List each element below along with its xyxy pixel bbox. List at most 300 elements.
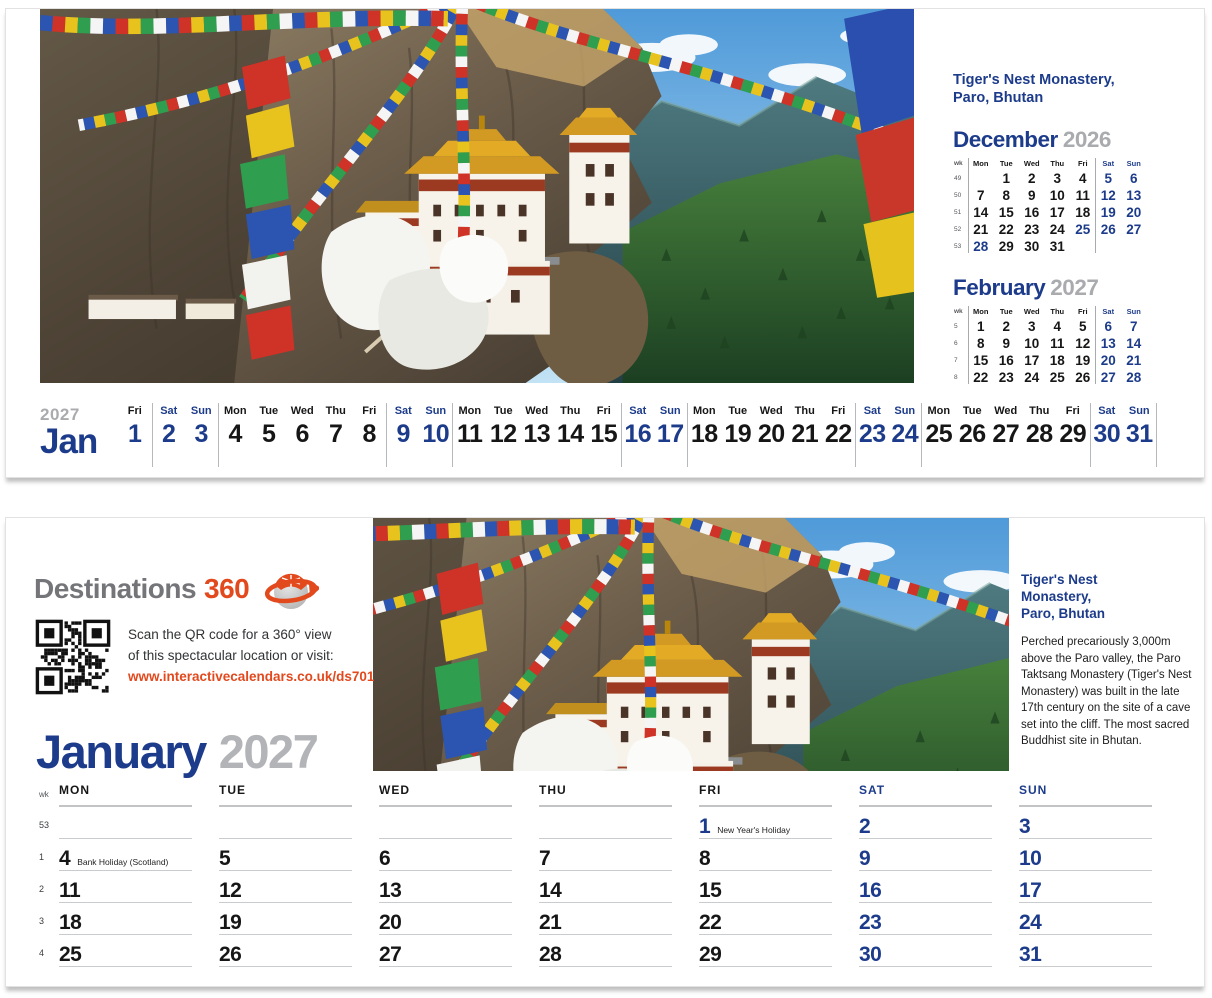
- mini-day-cell: 18: [1075, 205, 1091, 221]
- grid-day-col: [219, 871, 379, 903]
- mini-day-cell: 15: [998, 205, 1014, 221]
- mini-grid-separator: [1095, 158, 1096, 253]
- grid-day-header: SAT: [859, 783, 992, 807]
- strip-day-31: [1123, 403, 1157, 467]
- mini-day-cell: 26: [1100, 222, 1116, 238]
- grid-day-number: 15: [699, 879, 722, 902]
- strip-weekday-label: Sat: [160, 405, 178, 417]
- mini-day-cell: 13: [1100, 336, 1116, 352]
- grid-day-number: 8: [699, 847, 711, 870]
- grid-day-col: [539, 935, 699, 967]
- grid-day-header: THU: [539, 783, 672, 807]
- grid-day-cell: [379, 903, 512, 935]
- grid-day-number: 31: [1019, 943, 1042, 966]
- mini-day-cell: 26: [1075, 370, 1091, 386]
- grid-day-col: [379, 935, 539, 967]
- strip-day-20: [755, 403, 789, 467]
- brand-number: 360: [204, 573, 250, 604]
- strip-day-5: [252, 403, 286, 467]
- mini-day-cell: 4: [1053, 319, 1061, 335]
- strip-weekday-label: Mon: [927, 405, 951, 417]
- grid-day-col: [59, 935, 219, 967]
- mini-week-number: 5: [954, 323, 958, 331]
- grid-day-number: 20: [379, 911, 402, 934]
- globe-360-icon: [263, 566, 319, 612]
- grid-day-number: 27: [379, 943, 402, 966]
- mini-calendar-grid: [953, 305, 1158, 386]
- strip-weekday-label: Sat: [1098, 405, 1116, 417]
- mini-day-cell: 20: [1126, 205, 1142, 221]
- grid-day-number: 1: [699, 815, 711, 838]
- mini-week-number: 49: [954, 175, 962, 183]
- grid-day-cell: [859, 871, 992, 903]
- mini-day-cell: [968, 170, 994, 187]
- grid-day-cell: [219, 807, 352, 839]
- strip-day-number: 6: [295, 420, 309, 448]
- monastery-photo: [40, 9, 914, 383]
- grid-day-number: 12: [219, 879, 242, 902]
- mini-day-cell: 11: [1050, 336, 1065, 352]
- mini-day-header: Mon: [973, 159, 989, 169]
- mini-calendar-december: [953, 127, 1158, 255]
- strip-weekday-label: Tue: [728, 405, 748, 417]
- grid-header-col: [699, 783, 859, 807]
- grid-day-number: 14: [539, 879, 562, 902]
- qr-caption: [128, 618, 374, 696]
- mini-day-cell: 7: [1129, 319, 1138, 335]
- location-title-bottom: [1021, 571, 1199, 622]
- strip-day-12: [487, 403, 521, 467]
- qr-caption-line2: of this spectacular location or visit:: [128, 648, 334, 663]
- grid-day-header: SUN: [1019, 783, 1152, 807]
- mini-week-number: 7: [954, 357, 958, 365]
- grid-day-cell: [539, 807, 672, 839]
- grid-day-col: [379, 839, 539, 871]
- grid-day-cell: [219, 903, 352, 935]
- mini-day-cell: 22: [973, 370, 989, 386]
- strip-day-6: [286, 403, 320, 467]
- strip-day-number: 4: [228, 420, 242, 448]
- strip-weekday-label: Sun: [425, 405, 447, 417]
- grid-day-cell: [859, 903, 992, 935]
- mini-day-cell: 3: [1027, 319, 1036, 335]
- grid-day-cell: [539, 839, 672, 871]
- grid-day-col: [699, 871, 859, 903]
- grid-day-cell: [219, 871, 352, 903]
- mini-week-number: 8: [954, 374, 958, 382]
- strip-day-number: 27: [992, 420, 1020, 448]
- strip-weekday-label: Sun: [1128, 405, 1150, 417]
- grid-day-cell: [379, 839, 512, 871]
- strip-day-number: 9: [396, 420, 410, 448]
- mini-day-cell: 1: [976, 319, 985, 335]
- grid-day-col: [59, 807, 219, 839]
- website-url[interactable]: www.interactivecalendars.co.uk/ds701: [128, 669, 375, 684]
- mini-day-cell: 30: [1024, 239, 1040, 255]
- grid-day-col: [539, 903, 699, 935]
- mini-day-header: Mon: [973, 307, 989, 317]
- strip-weekday-label: Thu: [794, 405, 815, 417]
- mini-day-cell: 20: [1100, 353, 1116, 369]
- grid-day-cell: [699, 935, 832, 967]
- grid-day-cell: [59, 903, 192, 935]
- mini-day-cell: 2: [1027, 171, 1036, 187]
- mini-day-cell: 12: [1100, 188, 1116, 204]
- mini-day-cell: 2: [1002, 319, 1010, 335]
- qr-code[interactable]: [34, 618, 112, 696]
- strip-day-7: [319, 403, 353, 467]
- grid-day-col: [859, 807, 1019, 839]
- top-right-column: [953, 71, 1158, 386]
- grid-day-cell: [1019, 871, 1152, 903]
- strip-day-23: [855, 403, 889, 467]
- strip-day-3: [185, 403, 219, 467]
- strip-day-15: [587, 403, 621, 467]
- strip-days: [118, 403, 1157, 467]
- mini-week-number: 53: [954, 243, 962, 251]
- grid-day-col: [379, 903, 539, 935]
- mini-day-cell: 13: [1126, 188, 1142, 204]
- strip-day-10: [420, 403, 454, 467]
- grid-day-cell: [379, 935, 512, 967]
- grid-day-col: [1019, 871, 1179, 903]
- strip-day-1: [118, 403, 152, 467]
- mini-day-cell: 27: [1126, 222, 1142, 238]
- strip-weekday-label: Fri: [127, 405, 142, 417]
- grid-week-row: [39, 839, 1185, 871]
- strip-weekday-label: Fri: [362, 405, 377, 417]
- mini-day-cell: [1096, 238, 1122, 255]
- mini-day-cell: 1: [1002, 171, 1010, 187]
- january-date-strip: [40, 403, 1157, 467]
- strip-day-number: 26: [958, 420, 986, 448]
- grid-day-note: Bank Holiday (Scotland): [77, 857, 169, 867]
- grid-day-cell: [59, 839, 192, 871]
- strip-day-number: 11: [457, 420, 483, 448]
- grid-day-col: [219, 807, 379, 839]
- grid-day-cell: [859, 807, 992, 839]
- grid-day-cell: [1019, 807, 1152, 839]
- grid-day-cell: [59, 871, 192, 903]
- grid-day-header: TUE: [219, 783, 352, 807]
- grid-day-col: [219, 839, 379, 871]
- mini-day-cell: [1070, 238, 1096, 255]
- mini-week-number: 50: [954, 192, 962, 200]
- mini-day-cell: 25: [1075, 222, 1091, 238]
- mini-day-cell: 5: [1104, 171, 1112, 187]
- strip-weekday-label: Thu: [1029, 405, 1050, 417]
- mini-day-cell: 8: [1002, 188, 1010, 204]
- grid-day-col: [1019, 839, 1179, 871]
- strip-day-number: 28: [1025, 420, 1053, 448]
- mini-day-header: wk: [954, 160, 963, 168]
- strip-day-number: 19: [724, 420, 752, 448]
- mini-day-cell: 6: [1129, 171, 1138, 187]
- mini-day-cell: 11: [1075, 188, 1090, 204]
- strip-day-number: 23: [858, 420, 886, 448]
- grid-week-row: [39, 935, 1185, 967]
- grid-day-number: 18: [59, 911, 82, 934]
- grid-day-number: 7: [539, 847, 551, 870]
- calendar-top-page: [5, 8, 1205, 478]
- mini-day-cell: [1121, 238, 1147, 255]
- strip-weekday-label: Wed: [290, 405, 314, 417]
- grid-day-number: 19: [219, 911, 242, 934]
- mini-calendar-year: 2026: [1062, 127, 1111, 153]
- mini-day-header: Fri: [1077, 159, 1088, 169]
- grid-day-note: New Year's Holiday: [717, 825, 791, 835]
- grid-day-cell: [379, 871, 512, 903]
- grid-header-col: [1019, 783, 1179, 807]
- grid-day-cell: [539, 903, 672, 935]
- strip-day-21: [788, 403, 822, 467]
- strip-day-number: 14: [556, 420, 584, 448]
- grid-day-cell: [699, 871, 832, 903]
- grid-day-number: 22: [699, 911, 722, 934]
- grid-header-col: [59, 783, 219, 807]
- grid-day-cell: [59, 807, 192, 839]
- strip-weekday-label: Wed: [994, 405, 1018, 417]
- bottom-right-column: [1021, 571, 1199, 750]
- grid-day-number: 11: [59, 879, 81, 902]
- mini-calendar-year: 2027: [1050, 275, 1099, 301]
- grid-day-number: 16: [859, 879, 882, 902]
- strip-day-number: 7: [329, 420, 343, 448]
- mini-calendar-title: [953, 127, 1158, 153]
- strip-month: Jan: [40, 422, 98, 461]
- strip-day-19: [721, 403, 755, 467]
- mini-day-header: Sat: [1102, 159, 1115, 169]
- mini-day-header: Wed: [1023, 307, 1040, 317]
- grid-day-header: FRI: [699, 783, 832, 807]
- grid-day-cell: [1019, 935, 1152, 967]
- strip-day-number: 21: [791, 420, 819, 448]
- grid-day-col: [1019, 903, 1179, 935]
- grid-day-number: 9: [859, 847, 871, 870]
- strip-weekday-label: Mon: [223, 405, 247, 417]
- grid-week-row: [39, 903, 1185, 935]
- strip-weekday-label: Tue: [962, 405, 982, 417]
- month-grid: [39, 783, 1185, 967]
- mini-day-cell: 9: [1002, 336, 1010, 352]
- grid-week-number: 4: [39, 948, 45, 958]
- grid-day-col: [699, 903, 859, 935]
- mini-day-cell: 21: [1126, 353, 1142, 369]
- mini-calendar-month: December: [953, 127, 1058, 153]
- mini-calendar-title: [953, 275, 1158, 301]
- grid-day-col: [1019, 935, 1179, 967]
- grid-day-number: 3: [1019, 815, 1031, 838]
- mini-day-cell: 24: [1024, 370, 1040, 386]
- strip-day-number: 5: [262, 420, 276, 448]
- grid-day-col: [379, 871, 539, 903]
- strip-day-30: [1090, 403, 1124, 467]
- grid-day-cell: [699, 903, 832, 935]
- grid-day-number: 17: [1019, 879, 1042, 902]
- strip-year: 2027: [40, 405, 80, 424]
- grid-day-col: [699, 935, 859, 967]
- strip-day-18: [688, 403, 722, 467]
- grid-day-col: [379, 807, 539, 839]
- strip-day-27: [989, 403, 1023, 467]
- strip-weekday-label: Sun: [190, 405, 212, 417]
- mini-week-number: 6: [954, 340, 958, 348]
- mini-day-cell: 23: [1024, 222, 1040, 238]
- strip-day-number: 13: [523, 420, 551, 448]
- mini-day-header: Tue: [999, 307, 1013, 317]
- strip-weekday-label: Fri: [1065, 405, 1080, 417]
- grid-day-number: 21: [539, 911, 562, 934]
- strip-day-number: 24: [891, 420, 919, 448]
- strip-day-number: 15: [590, 420, 618, 448]
- mini-day-cell: 7: [976, 188, 985, 204]
- grid-day-number: 26: [219, 943, 242, 966]
- grid-header-col: [539, 783, 699, 807]
- grid-day-col: [859, 871, 1019, 903]
- mini-day-header: Thu: [1050, 307, 1065, 317]
- grid-week-row: [39, 871, 1185, 903]
- grid-wk-label: wk: [39, 790, 49, 799]
- strip-day-number: 30: [1093, 420, 1121, 448]
- mini-day-cell: 17: [1024, 353, 1040, 369]
- strip-day-24: [889, 403, 923, 467]
- grid-day-col: [539, 807, 699, 839]
- strip-weekday-label: Sat: [629, 405, 647, 417]
- mini-day-header: Thu: [1050, 159, 1065, 169]
- mini-day-cell: 31: [1049, 239, 1065, 255]
- grid-day-cell: [699, 807, 832, 839]
- mini-day-cell: 10: [1024, 336, 1040, 352]
- grid-day-number: 29: [699, 943, 722, 966]
- mini-day-cell: 9: [1027, 188, 1036, 204]
- location-title-line1: Tiger's Nest Monastery,: [953, 72, 1115, 88]
- grid-day-cell: [859, 935, 992, 967]
- mini-calendar-month: February: [953, 275, 1046, 301]
- grid-day-col: [219, 903, 379, 935]
- location-title-bottom-line2: Monastery,: [1021, 589, 1092, 604]
- strip-day-4: [219, 403, 253, 467]
- grid-week-number: 3: [39, 916, 45, 926]
- strip-day-number: 3: [194, 420, 208, 448]
- location-title-bottom-line1: Tiger's Nest: [1021, 572, 1098, 587]
- mini-day-cell: 17: [1049, 205, 1065, 221]
- grid-week-row: [39, 807, 1185, 839]
- mini-day-cell: 12: [1075, 336, 1091, 352]
- mini-day-cell: 27: [1100, 370, 1116, 386]
- grid-day-col: [539, 871, 699, 903]
- location-title-bottom-line3: Paro, Bhutan: [1021, 606, 1106, 621]
- strip-day-25: [922, 403, 956, 467]
- grid-day-number: 10: [1019, 847, 1042, 870]
- mini-day-cell: 6: [1104, 319, 1112, 335]
- mini-grid-separator: [1095, 306, 1096, 384]
- grid-day-cell: [219, 839, 352, 871]
- strip-day-number: 31: [1125, 420, 1153, 448]
- qr-caption-line1: Scan the QR code for a 360° view: [128, 627, 332, 642]
- destinations-360-logo: [34, 566, 319, 612]
- location-title-line2: Paro, Bhutan: [953, 90, 1044, 107]
- mini-day-cell: 4: [1078, 171, 1087, 187]
- strip-day-14: [554, 403, 588, 467]
- qr-code-svg: [34, 618, 112, 696]
- grid-day-col: [859, 839, 1019, 871]
- grid-day-number: 23: [859, 911, 882, 934]
- mini-week-number: 51: [954, 209, 962, 217]
- grid-day-cell: [219, 935, 352, 967]
- strip-weekday-label: Tue: [259, 405, 279, 417]
- grid-day-cell: [1019, 839, 1152, 871]
- strip-weekday-label: Sat: [863, 405, 881, 417]
- strip-day-number: 25: [925, 420, 953, 448]
- grid-day-cell: [539, 871, 672, 903]
- strip-day-26: [956, 403, 990, 467]
- strip-weekday-label: Mon: [458, 405, 482, 417]
- grid-header-col: [379, 783, 539, 807]
- grid-day-header: MON: [59, 783, 192, 807]
- strip-day-22: [822, 403, 856, 467]
- strip-label: [40, 403, 118, 467]
- strip-day-13: [520, 403, 554, 467]
- mini-calendar-grid: [953, 157, 1158, 255]
- grid-day-number: 25: [59, 943, 82, 966]
- mini-day-header: Sun: [1126, 159, 1141, 169]
- mini-day-header: wk: [954, 308, 963, 316]
- location-title: [953, 71, 1158, 107]
- grid-day-col: [59, 839, 219, 871]
- calendar-bottom-page: [5, 517, 1205, 987]
- grid-day-number: 24: [1019, 911, 1042, 934]
- mini-day-cell: 19: [1075, 353, 1091, 369]
- grid-day-cell: [59, 935, 192, 967]
- mini-day-cell: 14: [973, 205, 989, 221]
- mini-calendar-february: [953, 275, 1158, 386]
- grid-day-number: 13: [379, 879, 402, 902]
- strip-day-28: [1023, 403, 1057, 467]
- strip-weekday-label: Fri: [596, 405, 611, 417]
- grid-day-header: WED: [379, 783, 512, 807]
- grid-day-col: [699, 839, 859, 871]
- mini-day-cell: 24: [1049, 222, 1065, 238]
- mini-day-cell: 16: [1024, 205, 1040, 221]
- grid-header-row: [39, 783, 1185, 807]
- strip-weekday-label: Wed: [525, 405, 549, 417]
- strip-day-number: 18: [690, 420, 718, 448]
- mini-day-cell: 16: [998, 353, 1014, 369]
- brand-word: Destinations: [34, 573, 197, 604]
- mini-day-header: Fri: [1077, 307, 1088, 317]
- strip-weekday-label: Fri: [831, 405, 846, 417]
- grid-day-cell: [539, 935, 672, 967]
- strip-day-17: [654, 403, 688, 467]
- strip-day-number: 22: [824, 420, 852, 448]
- strip-day-16: [621, 403, 655, 467]
- grid-header-col: [859, 783, 1019, 807]
- grid-day-cell: [699, 839, 832, 871]
- strip-day-9: [386, 403, 420, 467]
- mini-day-cell: 18: [1049, 353, 1065, 369]
- grid-day-number: 4: [59, 847, 71, 870]
- location-description: Perched precariously 3,000m above the Paro valley, the Paro Taktsang Monastery (Tiger's Nest Monastery) was built in the late 17th century on the site of a cave set into the cliff. The most sacred Buddhist site in Bhutan.: [1021, 636, 1192, 747]
- grid-day-number: 30: [859, 943, 882, 966]
- mini-day-cell: 22: [998, 222, 1014, 238]
- strip-day-number: 8: [362, 420, 376, 448]
- strip-day-number: 16: [624, 420, 652, 448]
- grid-week-number: 1: [39, 852, 45, 862]
- mini-day-header: Tue: [999, 159, 1013, 169]
- strip-weekday-label: Wed: [759, 405, 783, 417]
- strip-day-number: 29: [1059, 420, 1087, 448]
- grid-day-col: [219, 935, 379, 967]
